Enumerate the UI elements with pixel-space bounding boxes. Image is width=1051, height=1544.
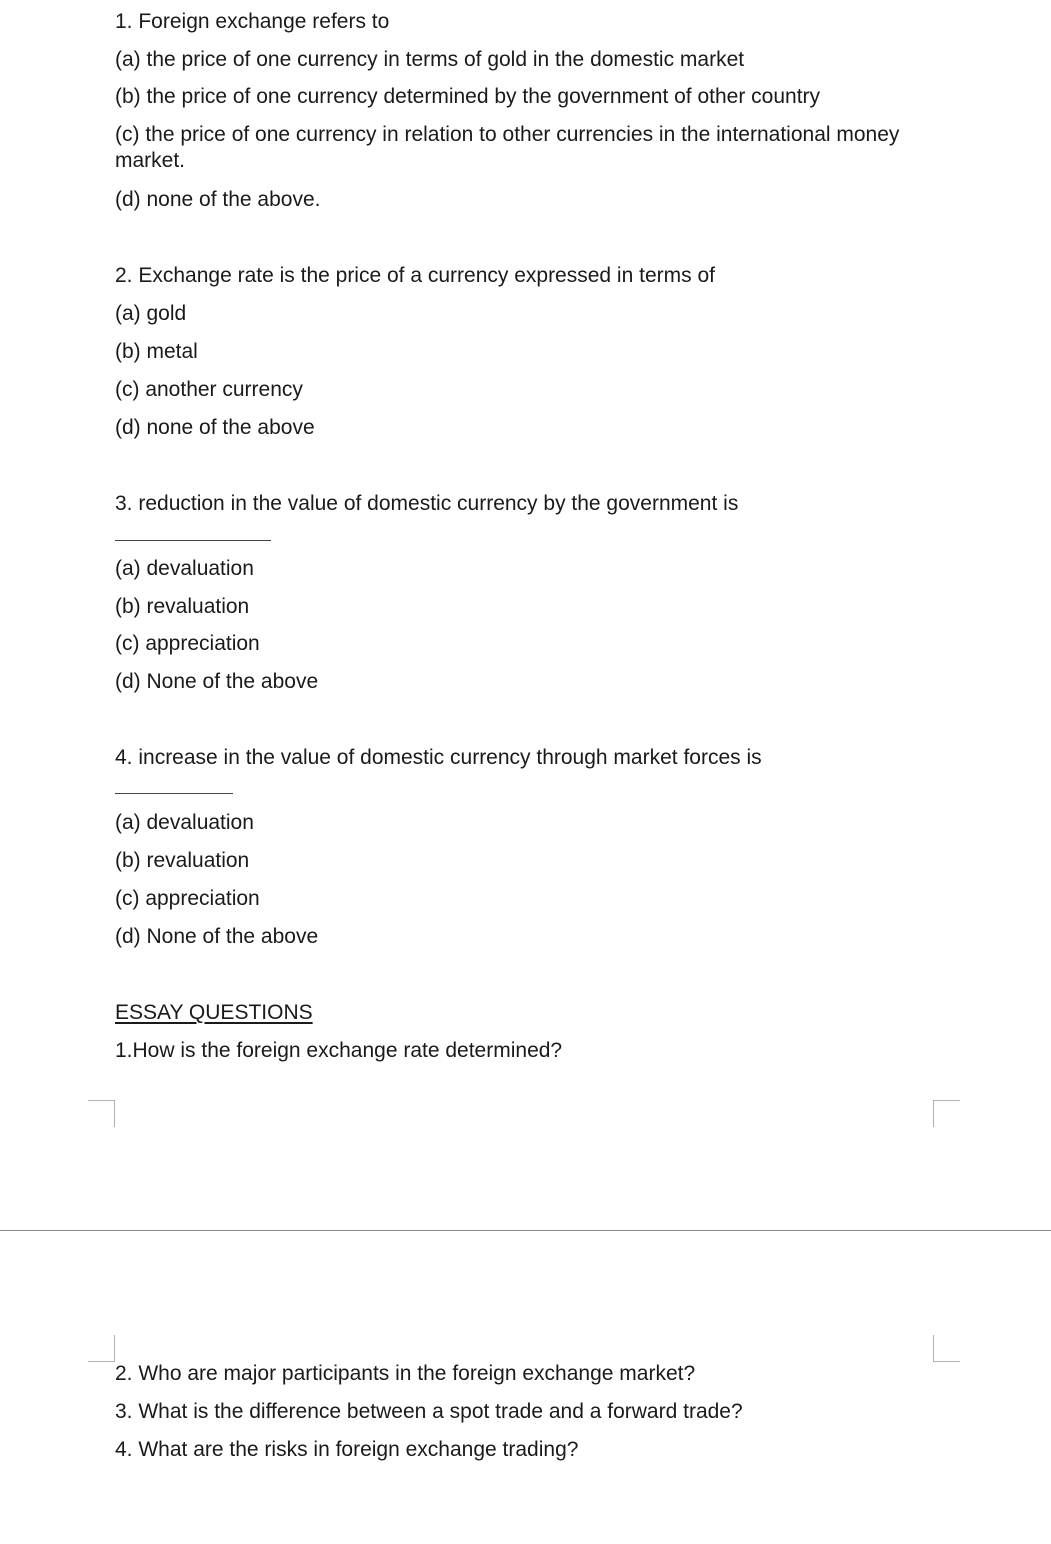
q2-option-a: (a) gold	[115, 302, 187, 325]
q2-option-b: (b) metal	[115, 340, 198, 363]
page-corner-mark-top-left	[88, 1100, 115, 1127]
q2-option-c: (c) another currency	[115, 378, 303, 401]
q2-text: 2. Exchange rate is the price of a currency expressed in terms of	[115, 264, 715, 287]
q3-text: 3. reduction in the value of domestic currency by the government is	[115, 492, 739, 515]
q1-option-c: (c) the price of one currency in relation to other currencies in the international money market.	[115, 123, 900, 172]
q3-option-d: (d) None of the above	[115, 670, 319, 693]
q1-text: 1. Foreign exchange refers to	[115, 10, 390, 33]
essay-question-4: 4. What are the risks in foreign exchange trading?	[115, 1438, 579, 1461]
q2-option-d: (d) none of the above	[115, 416, 315, 439]
q3-answer-blank	[115, 540, 271, 541]
q4-answer-blank	[115, 793, 233, 794]
q3-option-c: (c) appreciation	[115, 632, 260, 655]
page-corner-mark-bottom-left	[88, 1335, 115, 1362]
page-corner-mark-top-right	[933, 1100, 960, 1127]
essay-question-1: 1.How is the foreign exchange rate determined?	[115, 1039, 563, 1062]
q1-option-b: (b) the price of one currency determined by the government of other country	[115, 85, 821, 108]
q3-option-b: (b) revaluation	[115, 595, 250, 618]
q4-text: 4. increase in the value of domestic currency through market forces is	[115, 746, 762, 769]
page-break-line	[0, 1230, 1051, 1231]
q4-option-a: (a) devaluation	[115, 811, 254, 834]
q1-option-d: (d) none of the above.	[115, 188, 321, 211]
q3-option-a: (a) devaluation	[115, 557, 254, 580]
q4-option-d: (d) None of the above	[115, 925, 319, 948]
q1-option-a: (a) the price of one currency in terms of gold in the domestic market	[115, 48, 745, 71]
page-corner-mark-bottom-right	[933, 1335, 960, 1362]
essay-heading: ESSAY QUESTIONS	[115, 1001, 313, 1024]
essay-question-3: 3. What is the difference between a spot trade and a forward trade?	[115, 1400, 743, 1423]
q4-option-c: (c) appreciation	[115, 887, 260, 910]
essay-question-2: 2. Who are major participants in the foreign exchange market?	[115, 1362, 696, 1385]
q4-option-b: (b) revaluation	[115, 849, 250, 872]
